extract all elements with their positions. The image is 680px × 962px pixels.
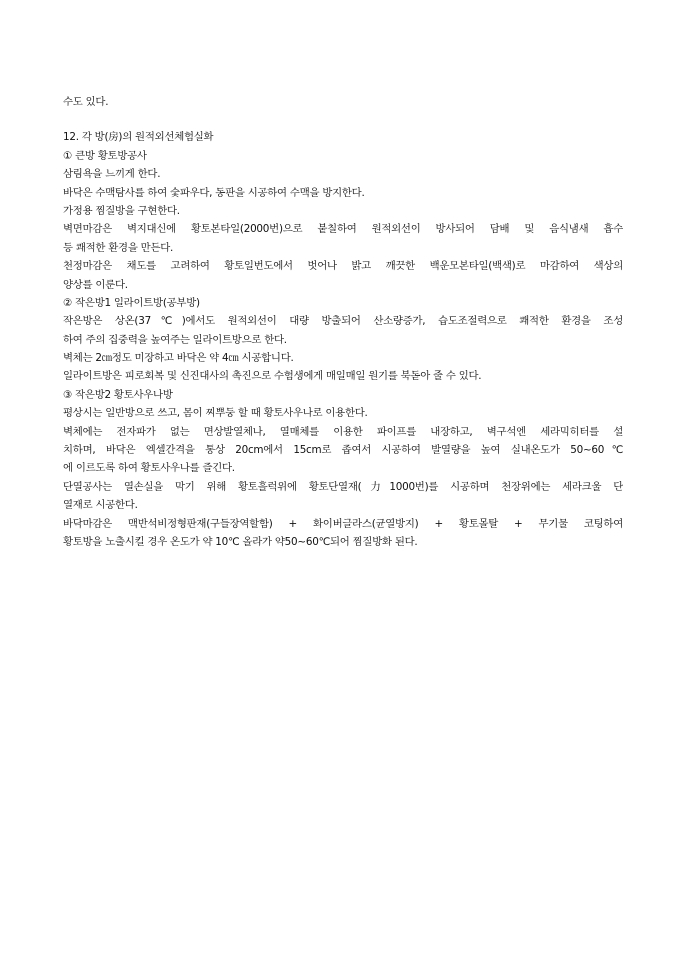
text-line: 에 이르도록 하여 황토사우나를 즐긴다. [63,462,235,475]
subsection-heading: ③ 작은방2 황토사우나방 [63,388,173,401]
text-line: 평상시는 일반방으로 쓰고, 몸이 찌뿌둥 할 때 황토사우나로 이용한다. [63,407,368,420]
text-line: 바닥마감은 맥반석비정형판재(구들장역할함) + 화이버글라스(균열방지) + 황토몰탈 + 무기물 코팅하여 [63,517,623,530]
text-line: 양상를 이룬다. [63,278,128,291]
text-line: 벽면마감은 벽지대신에 황토본타일(2000번)으로 붙칠하여 원적외선이 방사되어 담배 및 음식냄새 흡수 [63,223,623,236]
text-line: 치하며, 바닥은 엑셀간격을 통상 20cm에서 15cm로 좁여서 시공하여 발열량을 높여 실내온도가 50~60℃ [63,444,623,457]
text-line: 가정용 찜질방을 구현한다. [63,204,180,217]
text-line: 벽체에는 전자파가 없는 면상발열체나, 열매체를 이용한 파이프를 내장하고, 벽구석엔 세라믹히터를 설 [63,425,623,438]
subsection-heading: ② 작은방1 일라이트방(공부방) [63,296,200,309]
text-line: 천정마감은 채도를 고려하여 황토일번도에서 벗어나 밝고 깨끗한 백운모본타일(백색)로 마감하여 색상의 [63,260,623,273]
text-line: 등 쾌적한 환경을 만든다. [63,241,174,254]
text-line: 황토방을 노출시킬 경우 온도가 약 10℃ 올라가 약50~60℃되어 찜질방화 된다. [63,535,418,548]
text-line: 하여 주의 집중력을 높여주는 일라이트방으로 한다. [63,333,287,346]
section-heading: 12. 각 방(房)의 원적외선체험실화 [63,131,214,144]
text-line: 벽체는 2㎝정도 미장하고 바닥은 약 4㎝ 시공합니다. [63,352,294,365]
text-line: 삼림욕을 느끼게 한다. [63,168,161,181]
text-line: 작은방은 상온(37℃)에서도 원적외선이 대량 방출되어 산소량증가, 습도조절력으로 쾌적한 환경을 조성 [63,315,623,328]
text-line: 열재로 시공한다. [63,499,138,512]
document-body [63,93,623,551]
text-line: 수도 있다. [63,96,109,108]
text-line: 단열공사는 열손실을 막기 위해 황토흘럭위에 황토단열재(力1000번)를 시공하며 천장위에는 세라크울 단 [63,480,623,493]
text-line: 일라이트방은 피로회복 및 신진대사의 촉진으로 수험생에게 매일매일 원기를 북돋아 줄 수 있다. [63,370,482,383]
subsection-heading: ① 큰방 황토방공사 [63,149,147,162]
paragraph-gap [63,111,623,128]
text-line: 바닥은 수맥탐사를 하여 숯파우다, 동판을 시공하여 수맥을 방지한다. [63,186,365,199]
